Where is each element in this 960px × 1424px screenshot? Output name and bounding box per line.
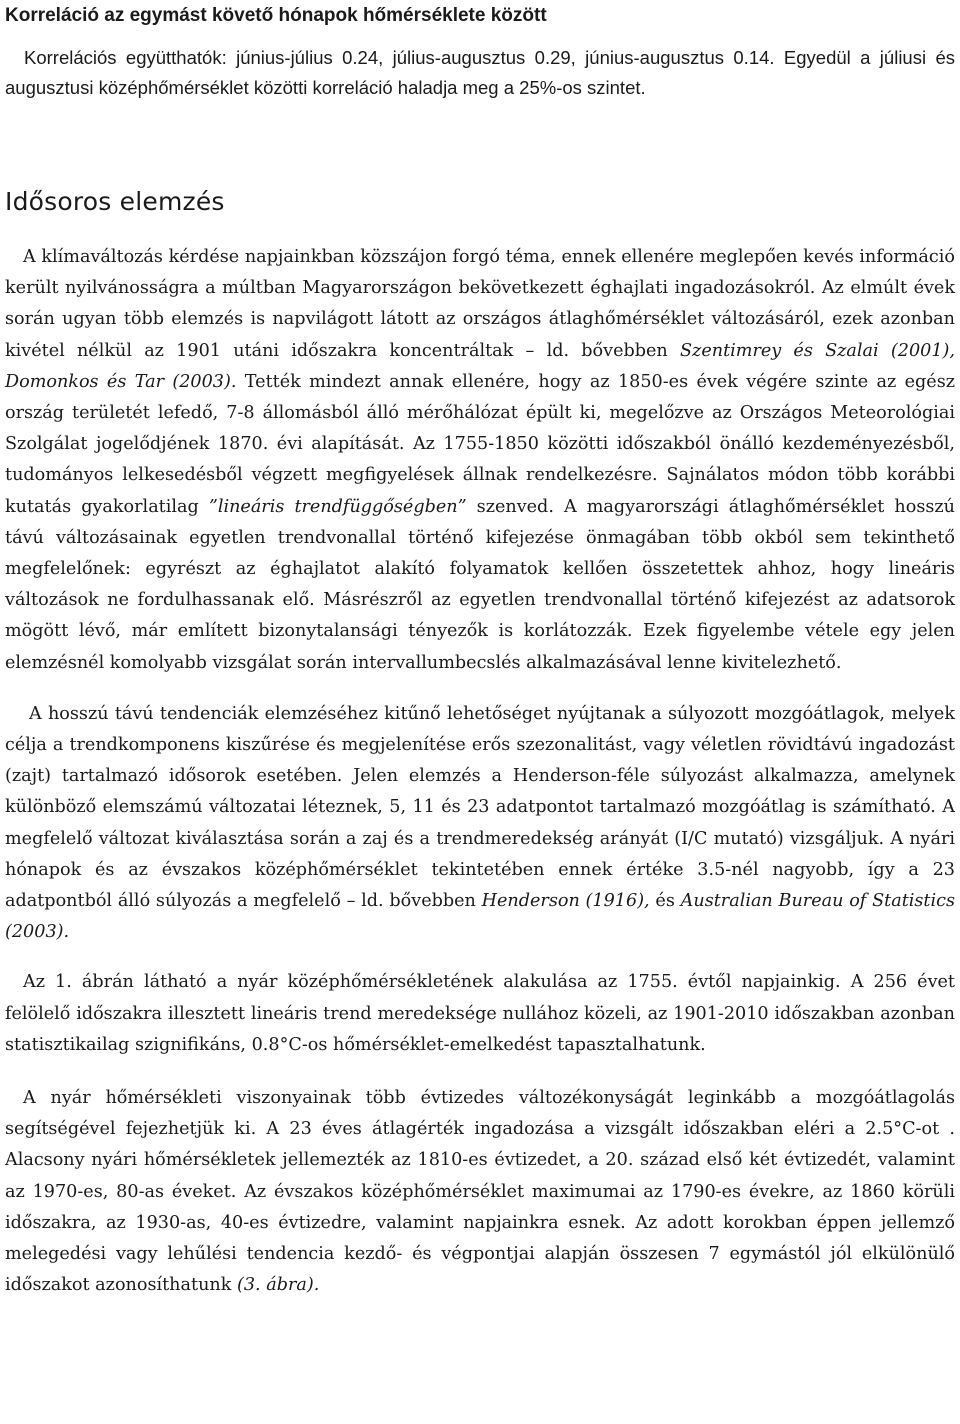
paragraph-text: Tették mindezt annak ellenére, hogy az 1850-es évek végére szinte az egész ország területét lefedő, 7-8 állomásból álló mérőhálózat épült ki, megelőzve az Országos Meteorológiai Szolgálat jogelődjének 1870. évi alapítását. Az 1755-1850 közötti időszakból önálló kezdeményezésből, tudományos lelkesedésből végzett megfigyelések állnak rendelkezésre. Sajnálatos módon több korábbi kutatás gyakorlatilag bbox=[5, 371, 955, 517]
paragraph-text: és bbox=[649, 891, 681, 912]
citation-reference: Henderson (1916), bbox=[481, 891, 650, 912]
paragraph-climate-change bbox=[5, 242, 955, 679]
paragraph-summer-variability bbox=[5, 1083, 955, 1301]
paragraph-text: A hosszú távú tendenciák elemzéséhez kitűnő lehetőséget nyújtanak a súlyozott mozgóátlagok, melyek célja a trendkomponens kiszűrése és megjelenítése erős szezonalitást, vagy véletlen rövidtávú ingadozást (zajt) tartalmazó idősorok esetében. Jelen elemzés a Henderson-féle súlyozást alkalmazza, amelynek különböző elemszámú változatai léteznek, 5, 11 és 23 adatpontot tartalmazó mozgóátlag is számítható. A megfelelő változat kiválasztása során a zaj és a trendmeredekség arányát (I/C mutató) vizsgáljuk. A nyári hónapok és az évszakos középhőmérséklet tekintetében ennek értéke 3.5-nél nagyobb, így a 23 adatpontból álló súlyozás a megfelelő – ld. bővebben bbox=[5, 703, 955, 912]
paragraph-figure-1: Az 1. ábrán látható a nyár középhőmérsékletének alakulása az 1755. évtől napjainkig. A 256 évet felölelő időszakra illesztett lineáris trend meredeksége nullához közeli, az 1901-2010 időszakban azonban statisztikailag szignifikáns, 0.8°C-os hőmérséklet-emelkedést tapasztalhatunk. bbox=[5, 972, 955, 1055]
quoted-term: ”lineáris trendfüggőségben” bbox=[208, 496, 467, 517]
paragraph-moving-average bbox=[5, 699, 955, 949]
figure-reference: (3. ábra). bbox=[237, 1275, 320, 1296]
correlation-paragraph: Korrelációs együtthatók: június-július 0.24, július-augusztus 0.29, június-augusztus 0.14. Egyedül a júliusi és augusztusi középhőmérséklet közötti korreláció haladja meg a 25%-os szintet. bbox=[5, 47, 955, 98]
paragraph-text: szenved. A magyarországi átlaghőmérséklet hosszú távú változásainak egyetlen trendvonallal történő kifejezése önmagában több okból sem tekinthető megfelelőnek: egyrészt az éghajlatot alakító folyamatok kellően összetettek ahhoz, hogy lineáris változások ne fordulhassanak elő. Másrészről az egyetlen trendvonallal történő kifejezést az adatsorok mögött lévő, már említett bizonytalansági tényezők is korlátozzák. Ezek figyelembe vétele egy jelen elemzésnél komolyabb vizsgálat során intervallumbecslés alkalmazásával lenne kivitelezhető. bbox=[5, 496, 955, 673]
correlation-heading: Korreláció az egymást követő hónapok hőmérséklete között bbox=[5, 5, 547, 26]
citation-reference: Szentimrey és Szalai (2001), Domonkos és Tar (2003). bbox=[5, 340, 955, 392]
paragraph-text: A klímaváltozás kérdése napjainkban közszájon forgó téma, ennek ellenére meglepően kevés információ került nyilvánosságra a múltban Magyarországon bekövetkezett éghajlati ingadozásokról. Az elmúlt évek során ugyan több elemzés is napvilágott látott az országos átlaghőmérséklet változásáról, ezek azonban kivétel nélkül az 1901 utáni időszakra koncentráltak – ld. bővebben bbox=[5, 247, 955, 361]
paragraph-text: A nyár hőmérsékleti viszonyainak több évtizedes változékonyságát leginkább a mozgóátlagolás segítségével fejezhetjük ki. A 23 éves átlagérték ingadozása a vizsgált időszakban eléri a 2.5°C-ot . Alacsony nyári hőmérsékletek jellemezték az 1810-es évtizedet, a 20. század első két évtizedét, valamint az 1970-es, 80-as éveket. Az évszakos középhőmérséklet maximumai az 1790-es évekre, az 1860 körüli időszakra, az 1930-as, 40-es évtizedre, valamint napjainkra esnek. Az adott korokban éppen jellemző melegedési vagy lehűlési tendencia kezdő- és végpontjai alapján összesen 7 egymástól jól elkülönülő időszakot azonosíthatunk bbox=[5, 1088, 955, 1296]
time-series-title: Idősoros elemzés bbox=[5, 187, 225, 216]
citation-reference: Australian Bureau of Statistics (2003). bbox=[5, 891, 956, 943]
document-page bbox=[5, 0, 955, 1302]
